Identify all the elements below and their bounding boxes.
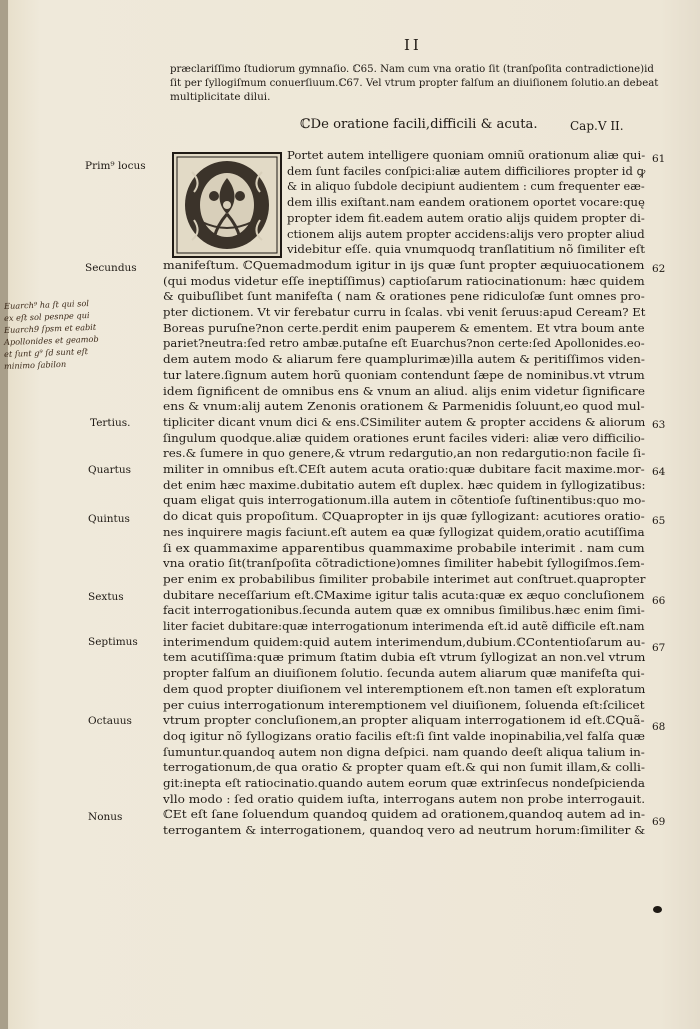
section-number: 66	[652, 595, 666, 607]
margin-note: Prim⁹ locus	[85, 160, 146, 172]
margin-note: Sextus	[88, 591, 124, 603]
main-text-line: dem quod propter diuiſionem vel interemptionem eſt.non tamen eſt exploratum	[163, 682, 646, 696]
ink-dot	[653, 906, 662, 913]
main-text-line: quam eligat quis interrogationum.illa autem in cõtentioſe ſuſtinentibus:quo mo-	[163, 494, 646, 508]
main-text-line: ctionem alijs autem propter accidens:alijs vero propter aliud	[287, 227, 645, 241]
main-text-line: Boreas puruſne?non certe.perdit enim pauperem & ementem. Et vtra boum ante	[163, 321, 645, 335]
main-text-line: ſumuntur.quandoq autem non digna deſpici. nam quando deeſt aliqua talium in-	[163, 745, 645, 759]
margin-note: Septimus	[88, 636, 138, 648]
main-text-line: per cuius interrogationum interemptionem vel diuiſionem, ſoluenda eſt:ſcilicet	[163, 698, 645, 712]
chapter-heading: ℂDe oratione facili,difficili & acuta.	[300, 117, 538, 132]
preamble-line: ſit per ſyllogiſmum conuerſiuum.ℂ67. Vel vtrum propter falſum an diuiſionem ſolutio.an debeat	[170, 77, 659, 89]
main-text-line: vllo modo : ſed oratio quidem iuſta, interrogans autem non probe interrogauit.	[163, 792, 646, 806]
decorated-initial-o	[172, 152, 282, 258]
main-text-line: liter faciet dubitare:quæ interrogationum interimenda eſt.id autẽ difficile eſt.nam	[163, 620, 645, 633]
main-text-line: manifeſtum. ℂQuemadmodum igitur in ijs quæ ſunt propter æquiuocationem	[163, 258, 645, 272]
section-number: 68	[652, 721, 666, 733]
preamble-line: multiplicitate dilui.	[170, 91, 271, 103]
main-text-line: facit interrogationibus.ſecunda autem quæ ex omnibus ſimilibus.hæc enim ſimi-	[163, 604, 645, 618]
main-text-line: propter idem fit.eadem autem oratio alijs quidem propter di-	[287, 211, 645, 225]
section-number: 64	[652, 466, 666, 478]
page-number: II	[404, 36, 422, 54]
main-text-line: & in aliquo ſubdole decipiunt audientem : cum frequenter eæ-	[287, 180, 645, 194]
main-text-line: ℂEt eſt ſane ſoluendum quandoq quidem ad orationem,quandoq autem ad in-	[163, 808, 646, 822]
main-text-line: tipliciter dicant vnum dici & ens.ℂSimiliter autem & propter accidens & aliorum	[163, 415, 646, 429]
margin-note: Quartus	[88, 464, 132, 476]
main-text-line: doq igitur nõ ſyllogizans oratio facilis eſt:ſi ſint valde inopinabilia,vel falſa quæ	[163, 729, 645, 743]
page-binding-edge	[0, 0, 8, 1029]
main-text-line: & quibuſlibet ſunt manifeſta ( nam & orationes pene ridiculoſæ ſunt omnes pro-	[163, 290, 645, 304]
main-text-line: ſi ex quammaxime apparentibus quammaxime probabile interimit . nam cum	[163, 541, 645, 555]
main-text-line: dem ſunt faciles conſpici:aliæ autem difficiliores propter id ꝙ	[287, 164, 646, 178]
main-text-line: terrogantem & interrogationem, quandoq vero ad neutrum horum:ſimiliter &	[163, 824, 646, 838]
section-number: 61	[652, 153, 666, 165]
main-text-line: tem acutiſſima:quæ primum ſtatim dubia eſt vtrum ſyllogizat an non.vel vtrum	[163, 651, 646, 665]
handwritten-annotation-line: ex eſt sol pesnpe qui	[3, 310, 90, 323]
handwritten-annotation-line: Euarch9 ſpsm et eabit	[3, 321, 97, 335]
margin-note: Secundus	[85, 262, 137, 274]
main-text-line: do dicat quis propoſitum. ℂQuapropter in ijs quæ ſyllogizant: acutiores oratio-	[163, 510, 645, 524]
main-text-line: per enim ex probabilibus ſimiliter probabile interimet aut conſtruet.quapropter	[163, 572, 646, 586]
margin-note: Tertius.	[90, 417, 131, 429]
main-text-line: res.& ſumere in quo genere,& vtrum redargutio,an non redargutio:non facile ſi-	[163, 447, 646, 461]
section-number: 69	[652, 816, 666, 828]
main-text-line: videbitur eſſe. quia vnumquodq tranſlatitium nõ ſimiliter eſt	[287, 243, 645, 257]
main-text-line: det enim hæc maxime.dubitatio autem eſt duplex. hæc quidem in ſyllogizatibus:	[163, 478, 646, 492]
section-number: 62	[652, 263, 666, 275]
margin-note: Quintus	[88, 513, 130, 525]
main-text-line: dem autem modo & aliarum fere quamplurimæ)illa autem & peritiſſimos viden-	[163, 353, 645, 367]
chapter-label: Cap.V II.	[570, 119, 624, 133]
main-text-line: terrogationum,de qua oratio & propter quam eſt.& qui non ſumit illam,& colli-	[163, 761, 646, 775]
main-text-line: ſingulum quodque.aliæ quidem orationes erunt faciles videri: aliæ vero difficilio-	[163, 431, 645, 445]
handwritten-annotation-line: et ſunt g⁹ ſd sunt eſt	[3, 346, 89, 359]
main-text-line: dem illis exiſtant.nam eandem orationem oportet vocare:quę	[287, 196, 645, 210]
main-text-line: pter dictionem. Vt vir ferebatur curru in ſcalas. vbi venit ſeruus:apud Ceream? Et	[163, 306, 646, 319]
handwritten-annotation-line: minimo ſabilon	[3, 358, 67, 371]
main-text-line: Portet autem intelligere quoniam omniũ orationum aliæ qui-	[287, 149, 646, 162]
section-number: 65	[652, 515, 666, 527]
main-text-line: (qui modus videtur eſſe ineptiſſimus) captioſarum ratiocinationum: hæc quidem	[163, 274, 645, 288]
main-text-line: dubitare neceſſarium eſt.ℂMaxime igitur talis acuta:quæ ex æquo concluſionem	[163, 588, 645, 602]
section-number: 67	[652, 642, 666, 654]
main-text-line: propter falſum an diuiſionem ſolutio. ſecunda autem aliarum quæ manifeſta qui-	[163, 667, 645, 681]
margin-note: Octauus	[88, 715, 132, 727]
main-text-line: idem ſignificent de omnibus ens & vnum an aliud. alijs enim videtur ſignificare	[163, 384, 646, 398]
preamble-line: præclariſſimo ſtudiorum gymnaſio. ℂ65. Nam cum vna oratio ſit (tranſpoſita contradictione)id	[170, 63, 654, 75]
main-text-line: vtrum propter concluſionem,an propter aliquam interrogationem id eſt.ℂQuã-	[163, 714, 645, 728]
main-text-line: git:inepta eſt ratiocinatio.quando autem eorum quæ extrinſecus nondeſpicienda	[163, 777, 646, 790]
margin-note: Nonus	[88, 811, 123, 823]
main-text-line: pariet?neutra:ſed retro ambæ.putaſne eſt Euarchus?non certe:ſed Apollonides.eo-	[163, 337, 645, 351]
main-text-line: interimendum quidem:quid autem interimendum,dubium.ℂContentioſarum au-	[163, 635, 646, 649]
main-text-line: nes inquirere magis faciunt.eſt autem ea quæ ſyllogizat quidem,oratio acutiſſima	[163, 525, 645, 539]
main-text-line: ens & vnum:alij autem Zenonis orationem & Parmenidis ſoluunt,eo quod mul-	[163, 400, 645, 414]
section-number: 63	[652, 419, 666, 431]
handwritten-annotation-line: Euarch⁹ ha ſt qui sol	[3, 298, 90, 311]
main-text-line: vna oratio ſit(tranſpoſita cõtradictione)omnes ſimiliter habebit ſyllogiſmos.ſem-	[163, 557, 645, 571]
main-text-line: tur latere.ſignum autem horũ quoniam contendunt ſæpe de nominibus.vt vtrum	[163, 368, 645, 382]
handwritten-annotation-line: Apollonides et geamob	[3, 333, 99, 347]
main-text-line: militer in omnibus eſt.ℂEſt autem acuta oratio:quæ dubitare facit maxime.mor-	[163, 463, 645, 476]
